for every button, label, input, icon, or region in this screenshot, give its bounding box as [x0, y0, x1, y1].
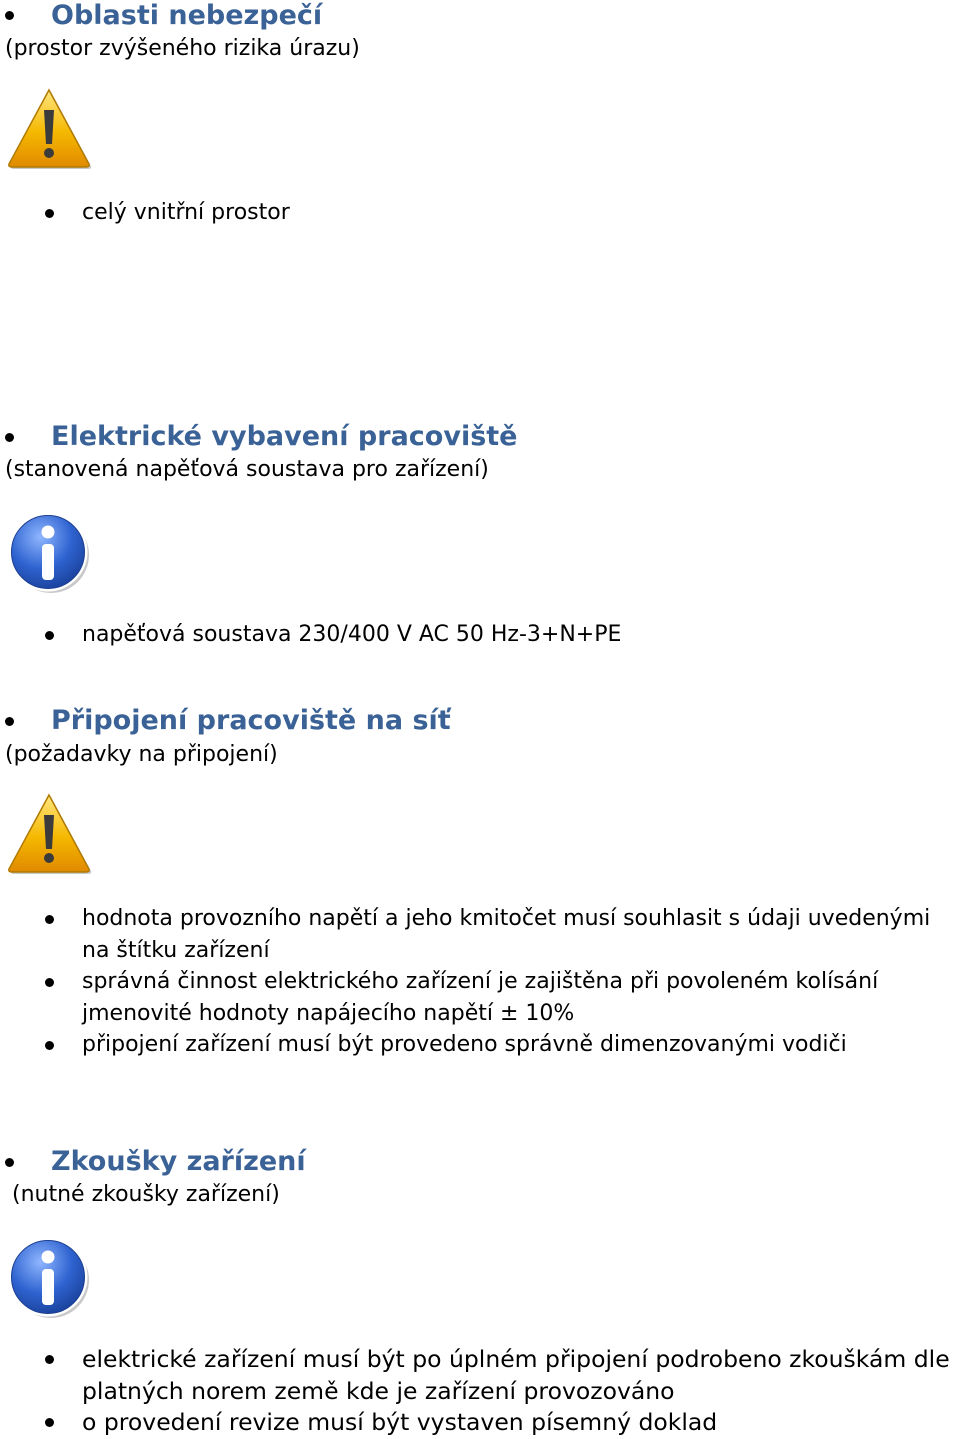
section-bullet — [5, 433, 14, 442]
section-title: Zkoušky zařízení — [51, 1146, 306, 1177]
bullet-icon — [45, 978, 54, 987]
section-bullet — [5, 717, 14, 726]
info-icon — [6, 1235, 92, 1321]
list-item: připojení zařízení musí být provedeno správně dimenzovanými vodiči — [82, 1029, 958, 1061]
bullet-icon — [45, 1418, 54, 1427]
list-item: hodnota provozního napětí a jeho kmitočet musí souhlasit s údaji uvedenými na štítku zařízení — [82, 903, 958, 966]
info-icon — [6, 510, 92, 596]
list-item: o provedení revize musí být vystaven písemný doklad — [82, 1407, 958, 1439]
bullet-icon — [45, 1041, 54, 1050]
bullet-icon — [45, 631, 54, 640]
section-subtitle: (nutné zkoušky zařízení) — [12, 1182, 280, 1207]
list-item: elektrické zařízení musí být po úplném připojení podrobeno zkouškám dle platných norem země kde je zařízení provozováno — [82, 1344, 958, 1407]
list-item: správná činnost elektrického zařízení je zajištěna při povoleném kolísání jmenovité hodnoty napájecího napětí ± 10% — [82, 966, 958, 1029]
section-subtitle: (stanovená napěťová soustava pro zařízení) — [5, 457, 489, 482]
section-title: Oblasti nebezpečí — [51, 0, 323, 31]
section-subtitle: (prostor zvýšeného rizika úrazu) — [5, 36, 360, 61]
section-bullet — [5, 1158, 14, 1167]
section-bullet — [5, 11, 14, 20]
bullet-icon — [45, 915, 54, 924]
bullet-icon — [45, 209, 54, 218]
section-title: Elektrické vybavení pracoviště — [51, 421, 518, 452]
bullet-icon — [45, 1355, 54, 1364]
warning-icon — [6, 86, 92, 170]
section-subtitle: (požadavky na připojení) — [5, 742, 278, 767]
list-item: celý vnitřní prostor — [82, 197, 290, 229]
list-item: napěťová soustava 230/400 V AC 50 Hz-3+N+PE — [82, 619, 621, 651]
section-title: Připojení pracoviště na síť — [51, 705, 451, 736]
warning-icon — [6, 791, 92, 875]
